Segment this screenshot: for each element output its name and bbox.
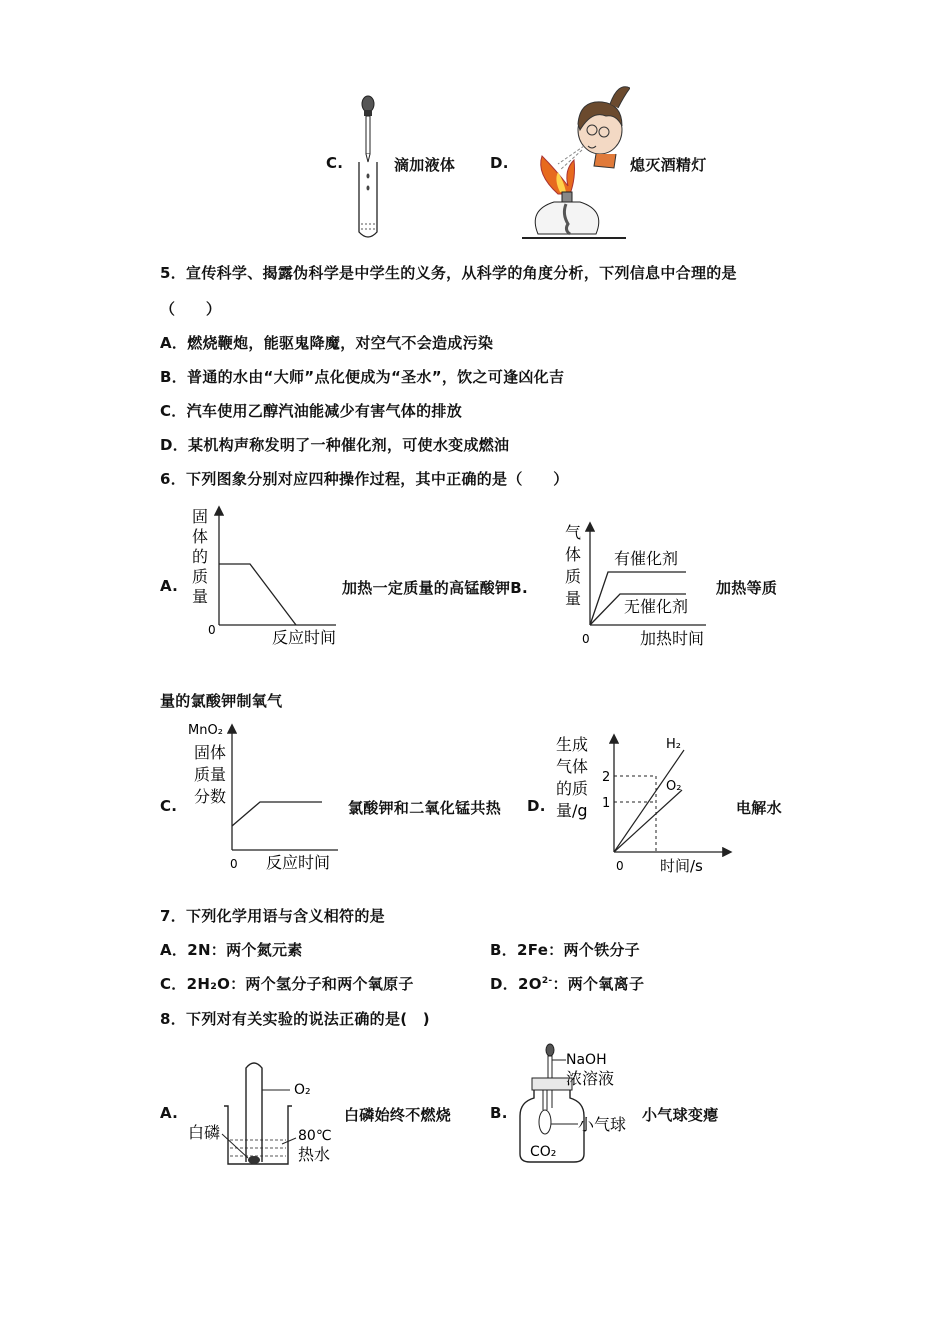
fig-b-reagent-1: NaOH: [566, 1052, 607, 1068]
graph-c-title: MnO₂: [188, 723, 223, 738]
graph-b-kclo3: [560, 520, 712, 650]
graph-a-xlabel: 反应时间: [272, 628, 337, 647]
q7-option-d-charge: 2-: [541, 976, 553, 986]
q8-option-b-letter: B.: [490, 1104, 508, 1122]
fig-b-gas-label: CO₂: [530, 1144, 557, 1160]
fig-a-temp-label: 80℃: [298, 1128, 332, 1144]
graph-b-ylabel-3: 质: [565, 567, 582, 586]
graph-b-ylabel-2: 体: [565, 545, 582, 564]
graph-a-origin: 0: [208, 623, 216, 637]
q6-option-c-letter: C.: [160, 797, 178, 815]
graph-c-ylabel-2: 质量: [194, 765, 227, 784]
q7-option-d-prefix: D．2O: [490, 975, 542, 993]
graph-d-electrolysis: [554, 730, 738, 880]
graph-c-origin: 0: [230, 857, 238, 871]
graph-d-series-o2: O₂: [666, 779, 682, 794]
graph-d-origin: 0: [616, 859, 624, 873]
q8-option-b-text: 小气球变瘪: [642, 1106, 719, 1124]
q6-option-a-letter: A.: [160, 577, 179, 595]
q7-stem: 7．下列化学用语与含义相符的是: [160, 907, 385, 925]
graph-b-series-bottom: 无催化剂: [624, 597, 689, 616]
graph-d-tick-2: 2: [602, 770, 611, 785]
graph-b-ylabel-4: 量: [565, 589, 582, 608]
graph-d-xlabel: 时间/s: [660, 857, 703, 875]
fig-a-water-label: 热水: [298, 1145, 331, 1164]
q6-option-b-desc: 加热等质: [716, 579, 778, 597]
q4-option-c-text: 滴加液体: [394, 156, 456, 174]
graph-a-ylabel-3: 的: [192, 547, 209, 566]
graph-c-xlabel: 反应时间: [266, 853, 331, 872]
fig-b-balloon-label: 小气球: [578, 1115, 627, 1134]
q7-option-d-meaning: ：两个氧离子: [552, 975, 645, 993]
q5-option-b: B．普通的水由“大师”点化便成为“圣水”，饮之可逢凶化吉: [160, 368, 565, 386]
naoh-co2-balloon-figure: [516, 1036, 640, 1168]
graph-a-kmno4: [186, 500, 346, 650]
q5-answer-paren: （ ）: [160, 300, 222, 318]
q6-stem: 6．下列图象分别对应四种操作过程，其中正确的是（ ）: [160, 470, 569, 488]
graph-a-ylabel-4: 质: [192, 567, 209, 586]
q7-option-b: B．2Fe：两个铁分子: [490, 941, 640, 959]
q5-stem: 5．宣传科学、揭露伪科学是中学生的义务，从科学的角度分析，下列信息中合理的是: [160, 264, 737, 282]
q4-option-d-text: 熄灭酒精灯: [630, 156, 707, 174]
graph-d-tick-1: 1: [602, 796, 611, 811]
q5-option-d: D．某机构声称发明了一种催化剂，可使水变成燃油: [160, 436, 510, 454]
dropper-test-tube-figure: [352, 92, 386, 242]
graph-a-ylabel-2: 体: [192, 527, 209, 546]
graph-a-ylabel-5: 量: [192, 587, 209, 606]
q8-option-a-text: 白磷始终不燃烧: [344, 1106, 452, 1124]
fig-b-reagent-2: 浓溶液: [566, 1069, 615, 1088]
q7-option-d: [490, 973, 644, 994]
q6-option-c-desc: 氯酸钾和二氧化锰共热: [348, 799, 502, 817]
fig-a-gas-label: O₂: [294, 1082, 311, 1098]
q6-option-a-desc: 加热一定质量的高锰酸钾B.: [342, 579, 529, 597]
graph-d-ylabel-1: 生成: [556, 735, 589, 754]
graph-d-series-h2: H₂: [666, 737, 681, 752]
graph-c-ylabel-3: 分数: [194, 787, 227, 806]
graph-b-ylabel-1: 气: [565, 523, 582, 542]
graph-d-ylabel-3: 的质: [556, 779, 589, 798]
fig-a-solid-label: 白磷: [188, 1123, 221, 1142]
q4-option-d-letter: D.: [490, 154, 509, 172]
graph-c-mno2: [186, 718, 346, 878]
q6-option-d-letter: D.: [527, 797, 546, 815]
graph-d-ylabel-4: 量/g: [556, 801, 588, 820]
q7-option-a: A．2N：两个氮元素: [160, 941, 303, 959]
q8-stem: 8．下列对有关实验的说法正确的是( ): [160, 1010, 430, 1028]
q4-option-c-letter: C.: [326, 154, 344, 172]
q6-option-d-desc: 电解水: [736, 799, 782, 817]
graph-a-ylabel-1: 固: [192, 507, 209, 526]
q8-option-a-letter: A.: [160, 1104, 179, 1122]
q6-option-b-desc-cont: 量的氯酸钾制氧气: [160, 692, 283, 710]
graph-b-series-top: 有催化剂: [614, 549, 679, 568]
q7-option-c: C．2H₂O：两个氢分子和两个氧原子: [160, 975, 414, 993]
q5-option-c: C．汽车使用乙醇汽油能减少有害气体的排放: [160, 402, 463, 420]
white-phosphorus-beaker-figure: [186, 1054, 336, 1170]
graph-b-xlabel: 加热时间: [640, 629, 705, 648]
graph-c-ylabel-1: 固体: [194, 743, 227, 762]
q5-option-a: A．燃烧鞭炮，能驱鬼降魔，对空气不会造成污染: [160, 334, 494, 352]
graph-b-origin: 0: [582, 632, 590, 646]
graph-d-ylabel-2: 气体: [556, 757, 589, 776]
blowing-out-alcohol-lamp-figure: [518, 74, 630, 244]
